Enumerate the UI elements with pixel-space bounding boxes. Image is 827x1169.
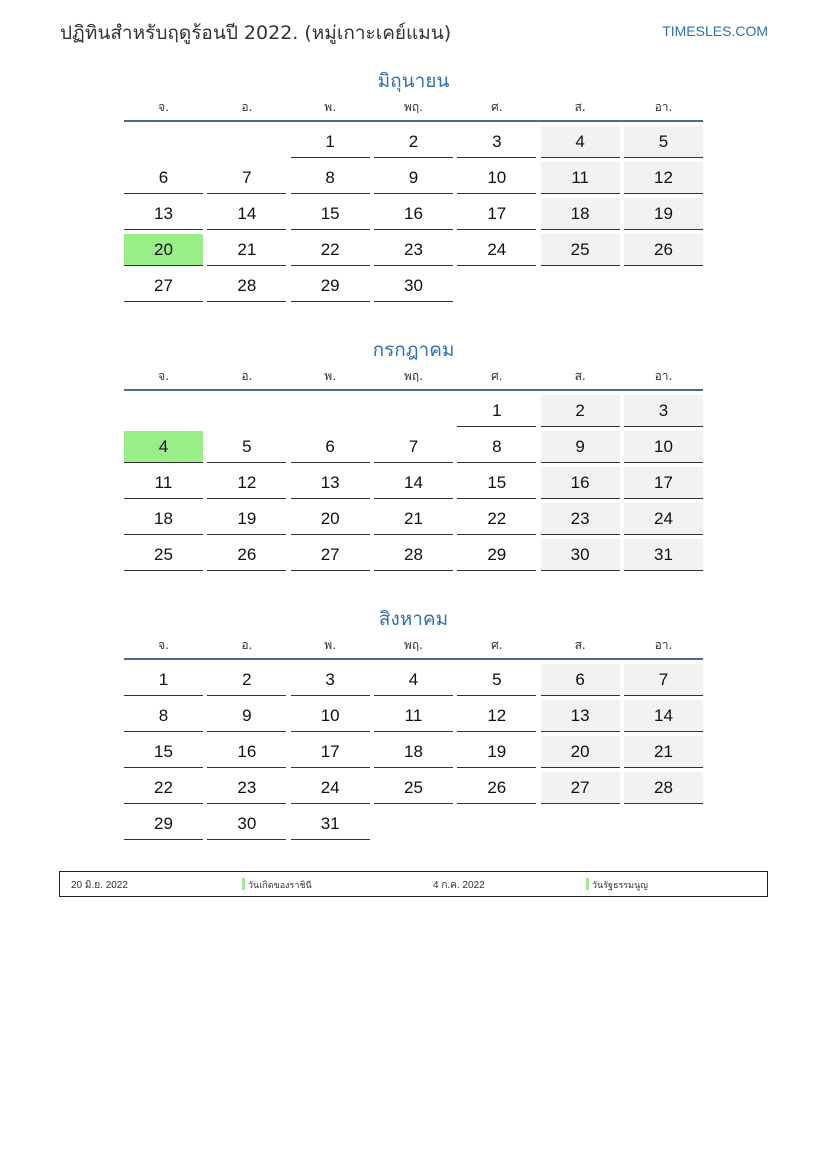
holiday-color-swatch (242, 878, 245, 890)
day-cell: 17 (291, 736, 370, 768)
day-cell: 5 (457, 664, 536, 696)
day-cell: 15 (291, 198, 370, 230)
weekday-sun: อา. (654, 100, 673, 114)
day-cell: 8 (457, 431, 536, 463)
weekday-sat: ส. (574, 638, 586, 652)
weekday-header (124, 636, 703, 658)
legend-date: 4 ก.ค. 2022 (433, 880, 485, 891)
month-title: มิถุนายน (377, 70, 450, 92)
weekday-header (124, 98, 703, 120)
day-cell: 26 (624, 234, 703, 266)
holiday-color-swatch (586, 878, 589, 890)
day-cell: 18 (124, 503, 203, 535)
day-cell: 7 (374, 431, 453, 463)
day-cell: 12 (624, 162, 703, 194)
day-cell: 6 (291, 431, 370, 463)
day-cell: 19 (457, 736, 536, 768)
day-cell: 10 (457, 162, 536, 194)
day-grid (124, 126, 703, 302)
day-cell: 28 (207, 270, 286, 302)
weekday-sun: อา. (654, 638, 673, 652)
day-cell: 27 (541, 772, 620, 804)
weekday-fri: ศ. (491, 369, 503, 383)
day-cell: 22 (291, 234, 370, 266)
day-cell: 12 (207, 467, 286, 499)
legend-holiday-name (242, 878, 312, 892)
day-cell: 27 (124, 270, 203, 302)
weekday-mon: จ. (158, 369, 169, 383)
day-cell: 13 (541, 700, 620, 732)
day-cell: 7 (207, 162, 286, 194)
day-cell: 2 (541, 395, 620, 427)
weekday-mon: จ. (158, 638, 169, 652)
day-cell: 30 (541, 539, 620, 571)
day-cell: 11 (374, 700, 453, 732)
day-cell: 2 (374, 126, 453, 158)
weekday-mon: จ. (158, 100, 169, 114)
day-cell: 3 (624, 395, 703, 427)
day-cell: 16 (374, 198, 453, 230)
day-cell: 31 (291, 808, 370, 840)
day-cell: 29 (457, 539, 536, 571)
day-cell: 21 (624, 736, 703, 768)
day-cell: 9 (541, 431, 620, 463)
day-cell: 17 (624, 467, 703, 499)
day-cell: 16 (207, 736, 286, 768)
day-cell: 21 (374, 503, 453, 535)
day-cell: 29 (291, 270, 370, 302)
weekday-tue: อ. (241, 100, 253, 114)
day-cell: 2 (207, 664, 286, 696)
weekday-sat: ส. (574, 369, 586, 383)
day-cell: 11 (541, 162, 620, 194)
day-cell: 15 (457, 467, 536, 499)
day-cell: 7 (624, 664, 703, 696)
day-cell: 21 (207, 234, 286, 266)
page-title: ปฏิทินสำหรับฤดูร้อนปี 2022. (หมู่เกาะเคย์แมน) (60, 22, 452, 44)
day-cell: 25 (124, 539, 203, 571)
day-grid (124, 395, 703, 571)
day-cell: 1 (291, 126, 370, 158)
day-cell: 9 (374, 162, 453, 194)
month-title: กรกฎาคม (372, 339, 455, 361)
day-cell: 10 (291, 700, 370, 732)
legend-holiday-name (586, 878, 648, 892)
day-cell: 23 (374, 234, 453, 266)
day-cell: 1 (124, 664, 203, 696)
weekday-tue: อ. (241, 638, 253, 652)
day-cell: 25 (374, 772, 453, 804)
day-cell: 14 (207, 198, 286, 230)
site-link[interactable]: TIMESLES.COM (662, 23, 768, 39)
day-cell: 11 (124, 467, 203, 499)
day-cell: 5 (624, 126, 703, 158)
day-cell: 30 (374, 270, 453, 302)
day-cell: 1 (457, 395, 536, 427)
day-cell: 3 (457, 126, 536, 158)
weekday-wed: พ. (324, 369, 337, 383)
day-cell: 10 (624, 431, 703, 463)
month-august (124, 604, 703, 840)
day-cell: 19 (624, 198, 703, 230)
day-cell: 29 (124, 808, 203, 840)
month-divider (124, 658, 703, 660)
day-cell: 28 (374, 539, 453, 571)
day-cell: 20 (541, 736, 620, 768)
day-cell: 15 (124, 736, 203, 768)
month-july (124, 335, 703, 571)
month-title: สิงหาคม (378, 608, 449, 630)
day-cell: 14 (374, 467, 453, 499)
month-divider (124, 120, 703, 122)
day-cell: 26 (207, 539, 286, 571)
day-cell: 6 (124, 162, 203, 194)
day-cell: 30 (207, 808, 286, 840)
weekday-wed: พ. (324, 638, 337, 652)
day-cell: 8 (291, 162, 370, 194)
day-cell: 16 (541, 467, 620, 499)
weekday-wed: พ. (324, 100, 337, 114)
day-cell: 25 (541, 234, 620, 266)
day-cell: 22 (457, 503, 536, 535)
day-cell: 13 (291, 467, 370, 499)
day-cell: 9 (207, 700, 286, 732)
day-cell: 12 (457, 700, 536, 732)
day-cell: 20 (291, 503, 370, 535)
day-cell: 4 (374, 664, 453, 696)
day-grid (124, 664, 703, 840)
day-cell: 23 (541, 503, 620, 535)
day-cell: 28 (624, 772, 703, 804)
weekday-thu: พฤ. (403, 369, 423, 383)
day-cell: 4 (541, 126, 620, 158)
day-cell: 24 (291, 772, 370, 804)
day-cell: 24 (624, 503, 703, 535)
legend-holiday-label: วันเกิดของราชินี (248, 881, 312, 891)
day-cell: 14 (624, 700, 703, 732)
weekday-tue: อ. (241, 369, 253, 383)
day-cell: 13 (124, 198, 203, 230)
weekday-header (124, 367, 703, 389)
day-cell: 24 (457, 234, 536, 266)
day-cell: 3 (291, 664, 370, 696)
holiday-day-cell: 4 (124, 431, 203, 463)
day-cell: 18 (541, 198, 620, 230)
weekday-sat: ส. (574, 100, 586, 114)
day-cell: 22 (124, 772, 203, 804)
month-divider (124, 389, 703, 391)
day-cell: 23 (207, 772, 286, 804)
month-june (124, 66, 703, 302)
day-cell: 27 (291, 539, 370, 571)
day-cell: 18 (374, 736, 453, 768)
holiday-legend (59, 871, 768, 897)
day-cell: 8 (124, 700, 203, 732)
day-cell: 19 (207, 503, 286, 535)
legend-holiday-label: วันรัฐธรรมนูญ (592, 881, 648, 891)
day-cell: 6 (541, 664, 620, 696)
weekday-fri: ศ. (491, 638, 503, 652)
day-cell: 17 (457, 198, 536, 230)
holiday-day-cell: 20 (124, 234, 203, 266)
weekday-sun: อา. (654, 369, 673, 383)
day-cell: 31 (624, 539, 703, 571)
weekday-fri: ศ. (491, 100, 503, 114)
day-cell: 26 (457, 772, 536, 804)
weekday-thu: พฤ. (403, 638, 423, 652)
day-cell: 5 (207, 431, 286, 463)
weekday-thu: พฤ. (403, 100, 423, 114)
legend-date: 20 มิ.ย. 2022 (71, 880, 128, 891)
